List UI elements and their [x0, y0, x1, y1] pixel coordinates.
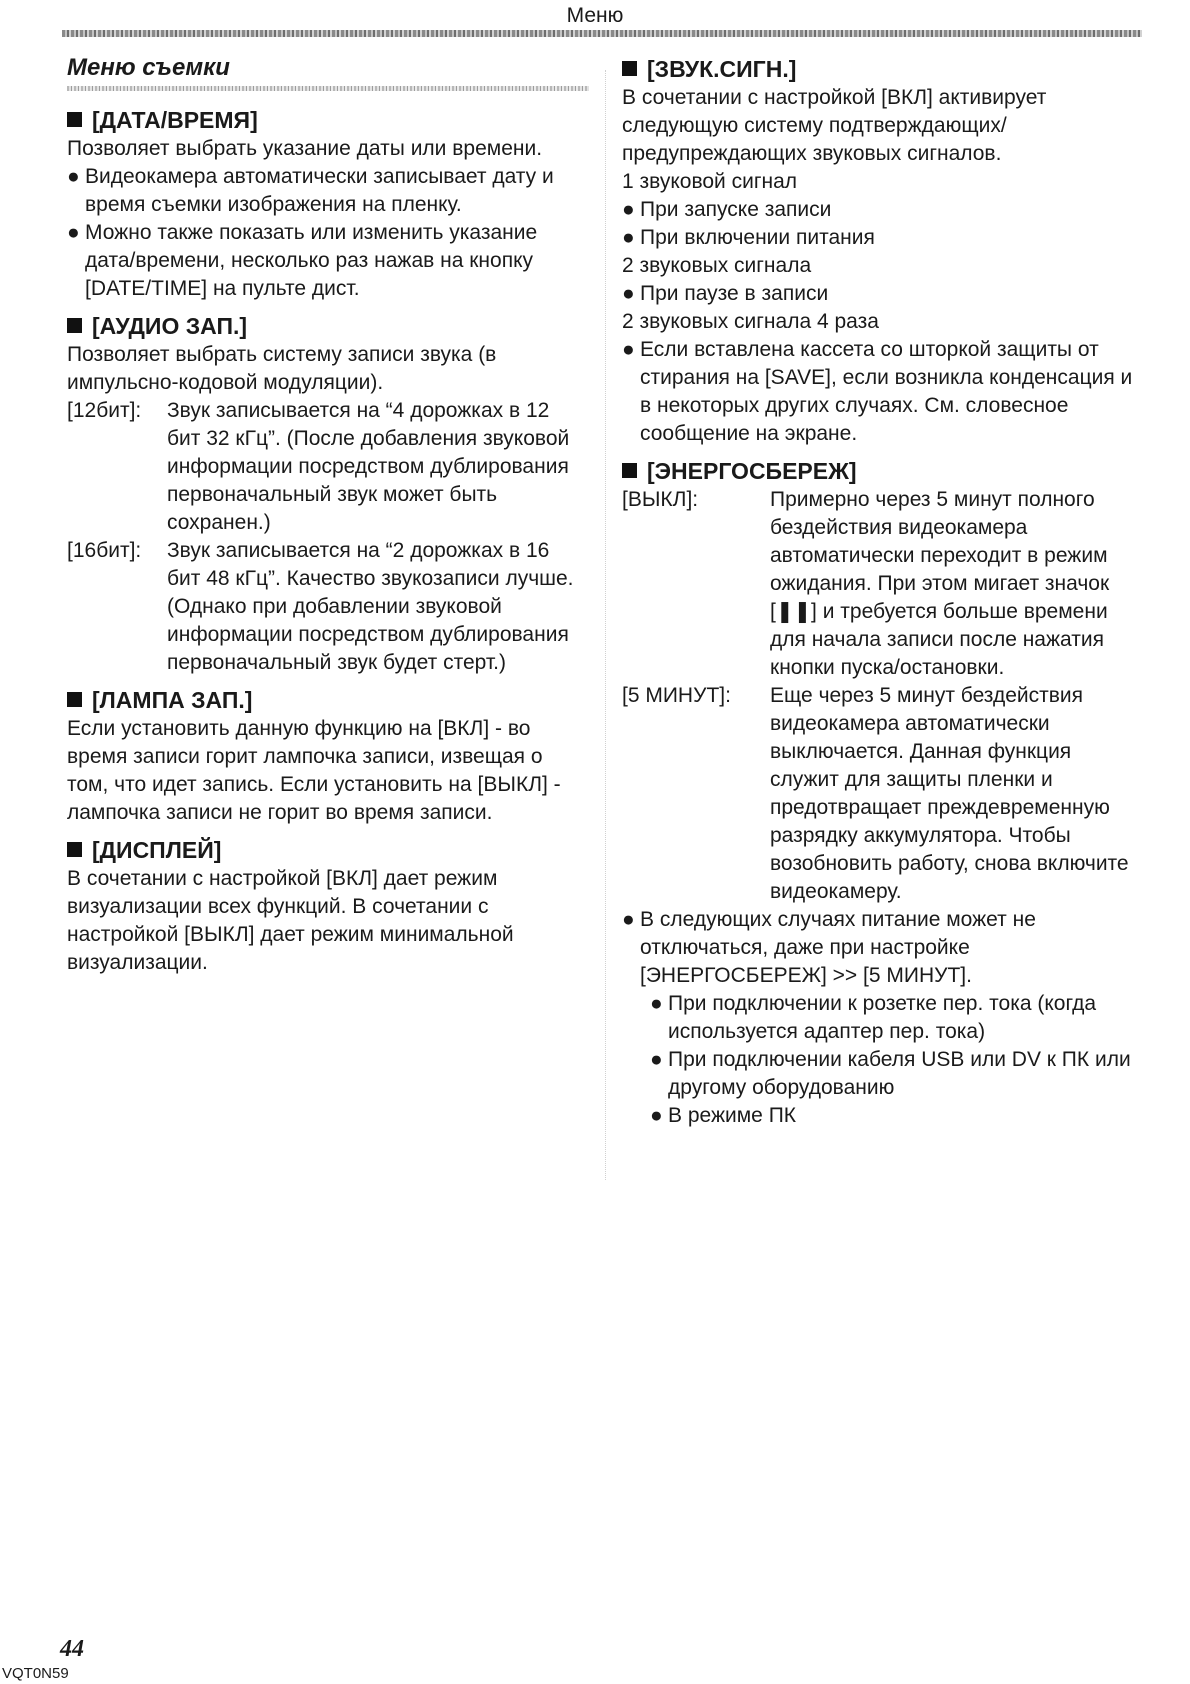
bullet-dot-icon: ●: [622, 282, 635, 305]
bullet-item: ● Можно также показать или изменить указание дата/времени, несколько раз нажав на кнопку [DATE/TIME] на пульте дист.: [67, 221, 538, 300]
sub-bullet-item: ● При подключении кабеля USB или DV к ПК или другому оборудованию: [650, 1048, 1131, 1099]
sub-bullet-item: ● При подключении к розетке пер. тока (когда используется адаптер пер. тока): [650, 992, 1097, 1043]
display-text: В сочетании с настройкой [ВКЛ] дает режим визуализации всех функций. В сочетании с настройкой [ВЫКЛ] дает режим минимальной визуализации.: [67, 867, 514, 974]
rec-lamp-text: Если установить данную функцию на [ВКЛ] - во время записи горит лампочка записи, извещая о том, что идет запись. Если установить на [ВЫКЛ] - лампочка записи не горит во время записи.: [67, 717, 561, 824]
beep-two-4x: 2 звуковых сигнала 4 раза: [622, 310, 879, 333]
definition-row: [622, 486, 1142, 682]
bullet-item: ● При паузе в записи: [622, 280, 1142, 308]
bullet-dot-icon: ●: [67, 221, 80, 244]
square-bullet-icon: [67, 112, 82, 127]
bullet-item: ● При включении питания: [622, 224, 1142, 252]
section-display: [67, 835, 587, 977]
audio-rec-intro: Позволяет выбрать систему записи звука (в импульсно-кодовой модуляции).: [67, 343, 497, 394]
definition-row: [622, 682, 1142, 906]
left-column: [67, 54, 587, 985]
model-code: VQT0N59: [2, 1665, 69, 1682]
bullet-dot-icon: ●: [650, 992, 663, 1015]
column-divider: [605, 70, 606, 1180]
bullet-dot-icon: ●: [622, 198, 635, 221]
beep-two: 2 звуковых сигнала: [622, 254, 812, 277]
page-header: Меню: [566, 4, 624, 27]
heading-display: [ДИСПЛЕЙ]: [67, 835, 587, 865]
bullet-dot-icon: ●: [67, 165, 80, 188]
bullet-dot-icon: ●: [622, 226, 635, 249]
right-column: [622, 54, 1142, 1138]
heading-audio-rec: [АУДИО ЗАП.]: [67, 311, 587, 341]
definition-term: [ВЫКЛ]:: [622, 488, 699, 511]
bullet-dot-icon: ●: [622, 908, 635, 931]
heading-power-save: [ЭНЕРГОСБЕРЕЖ]: [622, 456, 1142, 486]
bullet-dot-icon: ●: [650, 1104, 663, 1127]
definition-term: [16бит]:: [67, 539, 142, 562]
definition-desc: Примерно через 5 минут полного бездействия видеокамера автоматически переходит в режим ожидания. При этом мигает значок [❚❚] и требуется больше времени для начала записи после нажатия кнопки пуска/остановки.: [770, 488, 1110, 679]
date-time-intro: Позволяет выбрать указание даты или времени.: [67, 137, 543, 160]
section-rec-lamp: [67, 685, 587, 827]
bullet-item: ● При запуске записи: [622, 196, 1142, 224]
definition-term: [5 МИНУТ]:: [622, 684, 731, 707]
section-title-rule: [67, 86, 589, 91]
bullet-item: ● Видеокамера автоматически записывает дату и время съемки изображения на пленку.: [67, 165, 554, 216]
pause-icon: ❚❚: [775, 600, 812, 623]
section-beep: [622, 54, 1142, 448]
beep-intro: В сочетании с настройкой [ВКЛ] активирует следующую систему подтверждающих/ предупреждающих звуковых сигналов.: [622, 86, 1047, 165]
beep-one: 1 звуковой сигнал: [622, 170, 798, 193]
square-bullet-icon: [67, 692, 82, 707]
bullet-item: ● Если вставлена кассета со шторкой защиты от стирания на [SAVE], если возникла конденсация и в некоторых других случаях. См. словесное сообщение на экране.: [622, 338, 1133, 445]
definition-desc: Звук записывается на “4 дорожках в 12 бит 32 кГц”. (После добавления звуковой информации посредством дублирования первоначальный звук может быть сохранен.): [167, 399, 570, 534]
square-bullet-icon: [622, 463, 637, 478]
square-bullet-icon: [67, 842, 82, 857]
definition-row: [67, 537, 587, 677]
definition-desc: Звук записывается на “2 дорожках в 16 бит 48 кГц”. Качество звукозаписи лучше. (Однако при добавлении звуковой информации посредством дублирования первоначальный звук будет стерт.): [167, 539, 574, 674]
bullet-dot-icon: ●: [650, 1048, 663, 1071]
definition-row: [67, 397, 587, 537]
section-power-save: [622, 456, 1142, 1130]
square-bullet-icon: [67, 318, 82, 333]
heading-beep: [ЗВУК.СИГН.]: [622, 54, 1142, 84]
bullet-dot-icon: ●: [622, 338, 635, 361]
section-date-time: [67, 105, 587, 303]
definition-desc: Еще через 5 минут бездействия видеокамера автоматически выключается. Данная функция служит для защиты пленки и предотвращает преждевременную разрядку аккумулятора. Чтобы возобновить работу, снова включите видеокамеру.: [770, 684, 1129, 903]
header-rule: [62, 30, 1142, 37]
heading-rec-lamp: [ЛАМПА ЗАП.]: [67, 685, 587, 715]
section-audio-rec: [67, 311, 587, 677]
square-bullet-icon: [622, 61, 637, 76]
bullet-item: ● В следующих случаях питание может не отключаться, даже при настройке [ЭНЕРГОСБЕРЕЖ] >> [5 МИНУТ].: [622, 908, 1036, 987]
heading-date-time: [ДАТА/ВРЕМЯ]: [67, 105, 587, 135]
section-title: Меню съемки: [67, 54, 230, 81]
page-number: 44: [60, 1636, 84, 1662]
definition-term: [12бит]:: [67, 399, 142, 422]
sub-bullet-item: ● В режиме ПК: [622, 1102, 1142, 1130]
